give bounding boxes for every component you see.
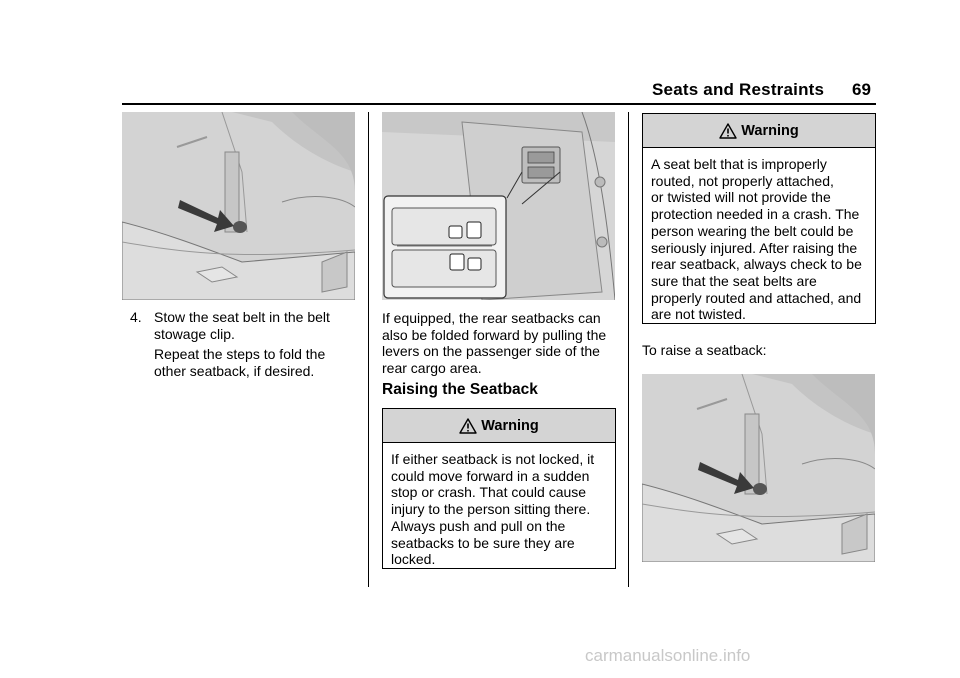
warning-body bbox=[383, 443, 615, 568]
cargo-lever-paragraph bbox=[382, 310, 622, 376]
warning-line: protection needed in a crash. The bbox=[651, 206, 860, 223]
warning-triangle-icon bbox=[459, 418, 477, 434]
cargo-lever-illustration bbox=[382, 112, 615, 300]
warning-line: If either seatback is not locked, it bbox=[391, 451, 595, 467]
page-number: 69 bbox=[852, 80, 871, 99]
raise-seatback-illustration bbox=[642, 374, 875, 562]
step-4 bbox=[130, 309, 360, 349]
step-number: 4. bbox=[130, 309, 142, 325]
watermark: carmanualsonline.info bbox=[585, 646, 751, 665]
warning-line: sure that the seat belts are bbox=[651, 272, 817, 289]
seat-belt-stowage-illustration bbox=[122, 112, 355, 300]
paragraph-line: also be folded forward by pulling the bbox=[382, 326, 607, 343]
warning-line: seriously injured. After raising the bbox=[651, 239, 858, 256]
raising-seatback-heading: Raising the Seatback bbox=[382, 381, 538, 398]
warning-line: are not twisted. bbox=[651, 306, 746, 323]
paragraph-line: If equipped, the rear seatbacks can bbox=[382, 310, 601, 326]
warning-line: Always push and pull on the bbox=[391, 517, 566, 534]
step-text-line: Stow the seat belt in the belt bbox=[154, 309, 330, 325]
step-text-line: stowage clip. bbox=[154, 325, 235, 342]
warning-header bbox=[643, 114, 875, 148]
warning-line: locked. bbox=[391, 551, 436, 568]
warning-title: Warning bbox=[741, 122, 799, 139]
paragraph-line: Repeat the steps to fold the bbox=[154, 346, 326, 362]
section-title: Seats and Restraints bbox=[652, 80, 825, 99]
warning-line: injury to the person sitting there. bbox=[391, 501, 591, 518]
warning-title: Warning bbox=[481, 417, 539, 434]
warning-line: or twisted will not provide the bbox=[651, 189, 831, 206]
paragraph-line: levers on the passenger side of the bbox=[382, 343, 600, 359]
column-divider-left bbox=[368, 112, 369, 587]
warning-body bbox=[643, 148, 875, 323]
repeat-steps-paragraph bbox=[154, 346, 364, 379]
paragraph-line: other seatback, if desired. bbox=[154, 362, 315, 379]
warning-line: A seat belt that is improperly bbox=[651, 156, 827, 172]
header-rule bbox=[122, 103, 876, 105]
warning-box-seatback bbox=[382, 408, 616, 569]
warning-line: rear seatback, always check to be bbox=[651, 256, 862, 273]
warning-box-seat-belt bbox=[642, 113, 876, 324]
warning-line: routed, not properly attached, bbox=[651, 172, 834, 189]
paragraph-line: rear cargo area. bbox=[382, 359, 482, 376]
warning-line: properly routed and attached, and bbox=[651, 289, 862, 306]
warning-line: person wearing the belt could be bbox=[651, 222, 854, 239]
column-divider-right bbox=[628, 112, 629, 587]
warning-header bbox=[383, 409, 615, 443]
warning-line: seatbacks to be sure they are bbox=[391, 534, 575, 551]
warning-triangle-icon bbox=[719, 123, 737, 139]
raise-seatback-intro: To raise a seatback: bbox=[642, 342, 767, 358]
warning-line: could move forward in a sudden bbox=[391, 467, 590, 484]
warning-line: stop or crash. That could cause bbox=[391, 484, 587, 501]
